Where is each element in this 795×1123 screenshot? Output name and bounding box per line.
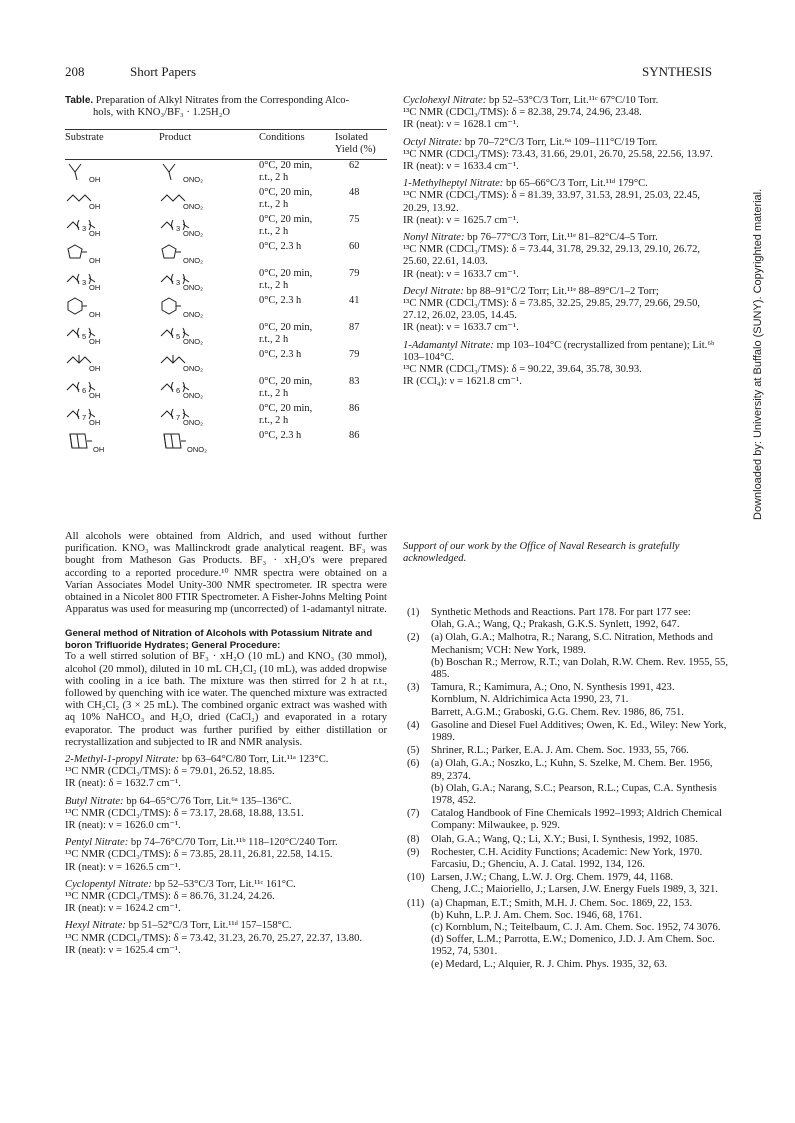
- compound-bp-text: bp 52–53°C/3 Torr, Lit.¹¹ᶜ 67°C/10 Torr.: [486, 95, 659, 106]
- table-row: [65, 322, 387, 349]
- product-cell: [159, 430, 259, 460]
- product-structure: [159, 214, 203, 239]
- compound-data: [65, 754, 387, 791]
- compound-bp: [65, 837, 387, 849]
- reference-text: Rochester, C.H. Acidity Functions; Academic: New York, 1970.: [431, 846, 703, 858]
- substrate-cell: [65, 187, 159, 214]
- para-procedure: To a well stirred solution of BF₃ · xH₂O (10 mL) and KNO₃ (30 mmol), alcohol (20 mmol), diluted in 10 mL CH₂Cl₂ (10 mL), was added dropwise with cooling in a ice bath. The mixture was then stirred for 2 h at r.t., followed by quenching with ice water. The quenched mixture was extracted with CH₂Cl₂ (3 × 25 mL). The combined organic extract was washed with aq 10% NaHCO₃ and H₂O, dried (CaCl₂) and evaporated in a rotary evaporator. The product was further purified by either distillation or recrystallization and subjected to IR and NMR analysis.: [65, 651, 387, 748]
- compound-data: [65, 879, 387, 916]
- compound-ir: IR (neat): ν = 1628.1 cm⁻¹.: [403, 119, 519, 131]
- yield-value: 83: [349, 376, 360, 388]
- product-structure: [159, 376, 203, 401]
- conditions-line1: 0°C, 2.3 h: [259, 430, 302, 442]
- compound-name: 1-Methylheptyl Nitrate:: [403, 178, 504, 190]
- reference-number: (9): [407, 846, 420, 858]
- reference-item: [403, 758, 728, 807]
- reference-number: (7): [407, 808, 420, 820]
- compound-name: Cyclohexyl Nitrate:: [403, 95, 487, 106]
- product-structure: [159, 268, 203, 293]
- chain-length: 7: [82, 413, 87, 423]
- compound-nmr: ¹³C NMR (CDCl₃/TMS): δ = 73.85, 32.25, 29.85, 29.77, 29.66, 29.50, 27.12, 26.02, 23.05, 14.45.: [403, 298, 701, 322]
- para-materials: All alcohols were obtained from Aldrich, and used without further purification. KNO₃ was Mallinckrodt grade analytical reagent. BF₃ was bought from Matheson Gas Products. BF₃ · xH₂O's were prepared according to a reported procedure.¹⁰ NMR spectra were obtained on a Varian Associates Model Unity-300 NMR spectrometer. IR spectra were obtained in a Nicolet 800 FTIR Spectrometer. A Fisher-Johns Melting Point Apparatus was used for measuring mp (uncorrected) of 1-adamantyl nitrate.: [65, 531, 387, 616]
- compound-bp: [65, 796, 387, 808]
- table-row: [65, 376, 387, 403]
- reference-item: [403, 834, 728, 846]
- conditions-cell: [259, 349, 335, 376]
- nitrate-group-label: ONO₂: [183, 364, 203, 374]
- table-row: [65, 268, 387, 295]
- substrate-cell: [65, 295, 159, 322]
- substrate-structure: [65, 160, 101, 185]
- yield-cell: [335, 322, 387, 349]
- materials-paragraph: [65, 531, 387, 957]
- yield-value: 41: [349, 295, 360, 307]
- product-structure: [159, 295, 203, 320]
- compound-name: 1-Adamantyl Nitrate:: [403, 339, 494, 351]
- table-caption-line1: Preparation of Alkyl Nitrates from the Corresponding Alco-: [93, 95, 350, 106]
- chain-length: 3: [176, 278, 181, 288]
- conditions-line1: 0°C, 20 min,: [259, 403, 313, 415]
- conditions-line1: 0°C, 20 min,: [259, 160, 313, 172]
- table-row: [65, 241, 387, 268]
- table-row: [65, 214, 387, 241]
- reference-text: (e) Medard, L.; Alquier, R. J. Chim. Phys. 1935, 32, 63.: [431, 958, 668, 970]
- reference-item: [403, 745, 728, 757]
- reference-number: (4): [407, 719, 420, 731]
- conditions-line1: 0°C, 20 min,: [259, 322, 313, 334]
- compound-nmr: ¹³C NMR (CDCl₃/TMS): δ = 73.17, 28.68, 18.88, 13.51.: [65, 807, 304, 819]
- compound-bp-text: bp 51–52°C/3 Torr, Lit.¹¹ᵈ 157–158°C.: [125, 920, 292, 932]
- compound-ir: IR (neat): ν = 1633.4 cm⁻¹.: [403, 161, 519, 173]
- reference-text: Catalog Handbook of Fine Chemicals 1992–1993; Aldrich Chemical Company: Milwaukee, p. 929.: [431, 808, 722, 832]
- reference-text: (d) Soffer, L.M.; Parrotta, E.W.; Domenico, J.D. J. Am Chem. Soc. 1952, 74, 5301.: [431, 934, 715, 958]
- chain-length: 5: [82, 332, 87, 342]
- substrate-cell: [65, 160, 159, 188]
- conditions-line2: r.t., 2 h: [259, 198, 289, 210]
- table-row: [65, 403, 387, 430]
- compound-data: [403, 178, 728, 227]
- reference-text: Cheng, J.C.; Maioriello, J.; Larsen, J.W. Energy Fuels 1989, 3, 321.: [431, 884, 718, 896]
- reference-text: Larsen, J.W.; Chang, L.W. J. Org. Chem. 1979, 44, 1168.: [431, 872, 673, 884]
- table-row: [65, 187, 387, 214]
- col-yield-1: Isolated: [335, 132, 368, 144]
- table-row: [65, 349, 387, 376]
- col-yield: [335, 130, 387, 160]
- reference-item: [403, 607, 728, 631]
- compound-name: 2-Methyl-1-propyl Nitrate:: [65, 754, 180, 766]
- conditions-cell: [259, 187, 335, 214]
- conditions-cell: [259, 295, 335, 322]
- reference-text: Barrett, A.G.M.; Graboski, G.G. Chem. Rev. 1986, 86, 751.: [431, 706, 684, 718]
- chain-length: 5: [176, 332, 181, 342]
- compound-bp: [403, 232, 728, 244]
- nitrate-group-label: ONO₂: [183, 283, 203, 293]
- yield-cell: [335, 268, 387, 295]
- compound-bp-text: bp 70–72°C/3 Torr, Lit.⁶ᵃ 109–111°C/19 Torr.: [462, 136, 658, 148]
- reference-text: Tamura, R.; Kamimura, A.; Ono, N. Synthesis 1991, 423.: [431, 682, 675, 694]
- nitrate-group-label: ONO₂: [183, 418, 203, 428]
- yield-value: 79: [349, 268, 360, 280]
- compound-ir: IR (neat): δ = 1632.7 cm⁻¹.: [65, 778, 181, 790]
- conditions-line2: r.t., 2 h: [259, 414, 289, 426]
- conditions-line1: 0°C, 20 min,: [259, 376, 313, 388]
- col-yield-2: Yield (%): [335, 144, 376, 156]
- compound-data: [403, 137, 728, 174]
- nitrate-group-label: ONO₂: [183, 229, 203, 239]
- compound-nmr: ¹³C NMR (CDCl₃/TMS): δ = 81.39, 33.97, 31.53, 28.91, 25.03, 22.45, 20.29, 13.92.: [403, 190, 701, 214]
- nitrate-group-label: ONO₂: [183, 337, 203, 347]
- product-structure: [159, 187, 203, 212]
- product-structure: [159, 403, 203, 428]
- reference-item: [403, 898, 728, 971]
- compound-name: Cyclopentyl Nitrate:: [65, 878, 152, 890]
- table-row: [65, 160, 387, 188]
- conditions-cell: [259, 268, 335, 295]
- substrate-cell: [65, 403, 159, 430]
- product-structure: [159, 430, 207, 455]
- reference-text: Olah, G.A.; Wang, Q.; Prakash, G.K.S. Synlett, 1992, 647.: [431, 619, 680, 631]
- compound-ir: IR (neat): ν = 1624.2 cm⁻¹.: [65, 903, 181, 915]
- product-cell: [159, 187, 259, 214]
- chain-length: 3: [82, 278, 87, 288]
- hydroxyl-label: OH: [93, 445, 105, 455]
- reference-number: (2): [407, 632, 420, 644]
- reference-text: (b) Olah, G.A.; Narang, S.C.; Pearson, R.L.; Cupas, C.A. Synthesis 1978, 452.: [431, 782, 717, 807]
- hydroxyl-label: OH: [89, 418, 101, 428]
- compound-data: [65, 796, 387, 833]
- substrate-structure: [65, 241, 101, 266]
- chain-length: 3: [176, 224, 181, 234]
- reference-text: Olah, G.A.; Wang, Q.; Li, X.Y.; Busi, I. Synthesis, 1992, 1085.: [431, 833, 698, 845]
- table-caption-label: Table.: [65, 95, 94, 106]
- product-cell: [159, 349, 259, 376]
- compound-name: Hexyl Nitrate:: [65, 920, 126, 932]
- table-caption-line2: hols, with KNO₃/BF₃ · 1.25H₂O: [93, 107, 231, 119]
- compound-nmr: ¹³C NMR (CDCl₃/TMS): δ = 86.76, 31.24, 24.26.: [65, 891, 275, 903]
- conditions-line1: 0°C, 2.3 h: [259, 349, 302, 361]
- substrate-cell: [65, 430, 159, 460]
- compound-ir: IR (CCl₄): ν = 1621.8 cm⁻¹.: [403, 376, 522, 388]
- reference-text: Gasoline and Diesel Fuel Additives; Owen, K. Ed., Wiley: New York, 1989.: [431, 719, 727, 744]
- compound-data: [403, 286, 728, 335]
- compound-nmr: ¹³C NMR (CDCl₃/TMS): δ = 82.38, 29.74, 24.96, 23.48.: [403, 107, 642, 119]
- product-cell: [159, 322, 259, 349]
- nitrate-group-label: ONO₂: [187, 445, 207, 455]
- col-product: Product: [159, 132, 192, 144]
- product-cell: [159, 376, 259, 403]
- reference-text: Kornblum, N. Aldrichimica Acta 1990, 23, 71.: [431, 694, 629, 706]
- substrate-structure: [65, 430, 105, 455]
- page-number: 208: [65, 64, 85, 79]
- compound-bp-text: bp 88–91°C/2 Torr; Lit.¹¹ᵉ 88–89°C/1–2 Torr;: [463, 285, 659, 297]
- compound-nmr: ¹³C NMR (CDCl₃/TMS): δ = 73.44, 31.78, 29.32, 29.13, 29.10, 26.72, 25.60, 22.61, 14.03.: [403, 244, 701, 268]
- nitrate-group-label: ONO₂: [183, 391, 203, 401]
- compound-ir: IR (neat): ν = 1626.5 cm⁻¹.: [65, 861, 181, 873]
- reference-item: [403, 632, 728, 681]
- compound-name: Pentyl Nitrate:: [65, 837, 129, 849]
- substrate-cell: [65, 322, 159, 349]
- hydroxyl-label: OH: [89, 229, 101, 239]
- nitrate-group-label: ONO₂: [183, 310, 203, 320]
- conditions-cell: [259, 403, 335, 430]
- hydroxyl-label: OH: [89, 175, 101, 185]
- substrate-structure: [65, 268, 101, 293]
- reference-item: [403, 682, 728, 719]
- compound-bp: [65, 879, 387, 891]
- table-row: [65, 430, 387, 460]
- conditions-line2: r.t., 2 h: [259, 387, 289, 399]
- table-caption: [65, 95, 387, 119]
- substrate-cell: [65, 349, 159, 376]
- yield-value: 48: [349, 187, 360, 199]
- reference-text: (a) Chapman, E.T.; Smith, M.H. J. Chem. Soc. 1869, 22, 153.: [431, 897, 693, 909]
- reference-number: (10): [407, 872, 425, 884]
- yield-cell: [335, 349, 387, 376]
- table-row: [65, 295, 387, 322]
- compound-ir: IR (neat): ν = 1633.7 cm⁻¹.: [403, 268, 519, 280]
- yield-value: 86: [349, 403, 360, 415]
- col-substrate: Substrate: [65, 132, 104, 144]
- chain-length: 3: [82, 224, 87, 234]
- product-structure: [159, 160, 203, 185]
- compound-name: Butyl Nitrate:: [65, 795, 124, 807]
- conditions-line2: r.t., 2 h: [259, 225, 289, 237]
- reference-number: (1): [407, 607, 420, 618]
- reference-number: (8): [407, 833, 420, 845]
- reference-text: Farcasiu, D.; Ghenciu, A. J. Catal. 1992, 134, 126.: [431, 859, 645, 871]
- compound-bp-text: bp 76–77°C/3 Torr, Lit.¹¹ᵉ 81–82°C/4–5 Torr.: [464, 232, 658, 244]
- compound-bp: [403, 137, 728, 149]
- compound-nmr: ¹³C NMR (CDCl₃/TMS): δ = 90.22, 39.64, 35.78, 30.93.: [403, 364, 642, 376]
- acknowledgement: Support of our work by the Office of Naval Research is gratefully acknowledged.: [403, 541, 680, 565]
- product-cell: [159, 241, 259, 268]
- yield-cell: [335, 403, 387, 430]
- reference-text: Synthetic Methods and Reactions. Part 178. For part 177 see:: [431, 607, 691, 618]
- compound-name: Octyl Nitrate:: [403, 136, 463, 148]
- yield-value: 62: [349, 160, 360, 172]
- substrate-structure: [65, 403, 101, 428]
- nitrate-group-label: ONO₂: [183, 256, 203, 266]
- conditions-line1: 0°C, 2.3 h: [259, 241, 302, 253]
- reference-number: (6): [407, 758, 420, 770]
- yield-cell: [335, 295, 387, 322]
- substrate-cell: [65, 376, 159, 403]
- journal-name: SYNTHESIS: [642, 64, 713, 79]
- substrate-cell: [65, 214, 159, 241]
- yield-cell: [335, 241, 387, 268]
- substrate-structure: [65, 295, 101, 320]
- product-cell: [159, 214, 259, 241]
- conditions-cell: [259, 241, 335, 268]
- conditions-line2: r.t., 2 h: [259, 279, 289, 291]
- compound-data: [403, 232, 728, 281]
- left-column: [65, 95, 387, 956]
- compound-bp-text: bp 74–76°C/70 Torr, Lit.¹¹ᵇ 118–120°C/240 Torr.: [128, 837, 338, 849]
- conditions-line1: 0°C, 2.3 h: [259, 295, 302, 307]
- conditions-line1: 0°C, 20 min,: [259, 214, 313, 226]
- reference-text: (b) Kuhn, L.P. J. Am. Chem. Soc. 1946, 68, 1761.: [431, 909, 642, 921]
- reference-item: [403, 872, 728, 896]
- compound-name: Decyl Nitrate:: [403, 285, 464, 297]
- compound-bp: [65, 920, 387, 932]
- reference-text: Shriner, R.L.; Parker, E.A. J. Am. Chem. Soc. 1933, 55, 766.: [431, 745, 689, 757]
- substrate-structure: [65, 349, 101, 374]
- compound-bp-text: bp 65–66°C/3 Torr, Lit.¹¹ᵈ 179°C.: [503, 178, 648, 190]
- hydroxyl-label: OH: [89, 256, 101, 266]
- compound-ir: IR (neat): ν = 1625.4 cm⁻¹.: [65, 944, 181, 956]
- conditions-cell: [259, 160, 335, 188]
- yield-cell: [335, 430, 387, 460]
- compound-name: Nonyl Nitrate:: [403, 232, 465, 244]
- substrate-structure: [65, 214, 101, 239]
- compound-ir: IR (neat): ν = 1626.0 cm⁻¹.: [65, 820, 181, 832]
- compound-nmr: ¹³C NMR (CDCl₃/TMS): δ = 73.85, 28.11, 26.81, 22.58, 14.15.: [65, 849, 333, 861]
- compound-nmr: ¹³C NMR (CDCl₃/TMS): δ = 73.42, 31.23, 26.70, 25.27, 22.37, 13.80.: [65, 932, 363, 944]
- substrate-structure: [65, 322, 101, 347]
- hydroxyl-label: OH: [89, 337, 101, 347]
- reference-number: (3): [407, 682, 420, 694]
- conditions-line1: 0°C, 20 min,: [259, 268, 313, 280]
- conditions-line1: 0°C, 20 min,: [259, 187, 313, 199]
- download-notice: Downloaded by: University at Buffalo (SUNY). Copyrighted material.: [752, 188, 764, 520]
- hydroxyl-label: OH: [89, 310, 101, 320]
- yield-value: 86: [349, 430, 360, 442]
- product-cell: [159, 160, 259, 188]
- product-cell: [159, 403, 259, 430]
- nitrate-group-label: ONO₂: [183, 175, 203, 185]
- compound-bp: [403, 95, 728, 107]
- hydroxyl-label: OH: [89, 391, 101, 401]
- product-structure: [159, 349, 203, 374]
- product-cell: [159, 295, 259, 322]
- conditions-cell: [259, 430, 335, 460]
- compound-bp-text: bp 52–53°C/3 Torr, Lit.¹¹ᶜ 161°C.: [151, 878, 296, 890]
- reference-number: (11): [407, 897, 425, 909]
- compound-nmr: ¹³C NMR (CDCl₃/TMS): 73.43, 31.66, 29.01, 26.70, 25.58, 22.56, 13.97.: [403, 148, 713, 160]
- substrate-cell: [65, 268, 159, 295]
- product-structure: [159, 241, 203, 266]
- substrate-structure: [65, 187, 101, 212]
- product-structure: [159, 322, 203, 347]
- hydroxyl-label: OH: [89, 202, 101, 212]
- compound-data: [65, 837, 387, 874]
- compound-data: [403, 95, 728, 132]
- compound-bp-text: mp 103–104°C (recrystallized from pentane); Lit.⁶ᵇ 103–104°C.: [403, 339, 715, 363]
- reference-text: (c) Kornblum, N.; Teitelbaum, C. J. Am. Chem. Soc. 1952, 74 3076.: [431, 922, 721, 934]
- reference-number: (5): [407, 745, 420, 757]
- references: [403, 607, 728, 972]
- yield-value: 75: [349, 214, 360, 226]
- conditions-line2: r.t., 2 h: [259, 333, 289, 345]
- yield-cell: [335, 160, 387, 188]
- conditions-line2: r.t., 2 h: [259, 171, 289, 183]
- compound-ir: IR (neat): ν = 1625.7 cm⁻¹.: [403, 214, 519, 226]
- compound-bp-text: bp 63–64°C/80 Torr, Lit.¹¹ᵃ 123°C.: [179, 754, 329, 766]
- reference-text: (a) Olah, G.A.; Malhotra, R.; Narang, S.C. Nitration, Methods and Mechanism; VCH: New York, 1989.: [431, 632, 713, 656]
- reference-item: [403, 808, 728, 832]
- yield-value: 87: [349, 322, 360, 334]
- compound-data: [403, 340, 728, 389]
- procedure-heading: General method of Nitration of Alcohols with Potassium Nitrate and boron Trifluoride Hydrates; General Procedure:: [65, 628, 373, 651]
- yield-value: 60: [349, 241, 360, 253]
- conditions-cell: [259, 214, 335, 241]
- conditions-cell: [259, 376, 335, 403]
- reference-text: (b) Boschan R.; Merrow, R.T.; van Dolah, R.W. Chem. Rev. 1955, 55, 485.: [431, 656, 728, 681]
- substrate-cell: [65, 241, 159, 268]
- reference-text: (a) Olah, G.A.; Noszko, L.; Kuhn, S. Szelke, M. Chem. Ber. 1956, 89, 2374.: [431, 758, 713, 782]
- substrate-structure: [65, 376, 101, 401]
- compound-bp: [403, 286, 728, 298]
- reference-item: [403, 720, 728, 744]
- compound-data: [65, 920, 387, 957]
- chain-length: 6: [176, 386, 181, 396]
- conditions-cell: [259, 322, 335, 349]
- product-cell: [159, 268, 259, 295]
- yield-value: 79: [349, 349, 360, 361]
- compound-bp: [403, 340, 728, 364]
- results-table: [65, 129, 387, 460]
- chain-length: 7: [176, 413, 181, 423]
- compound-bp: [403, 178, 728, 190]
- right-column: [403, 95, 728, 970]
- compound-bp-text: bp 64–65°C/76 Torr, Lit.⁶ᵃ 135–136°C.: [123, 795, 292, 807]
- yield-cell: [335, 376, 387, 403]
- yield-cell: [335, 187, 387, 214]
- compound-ir: IR (neat): ν = 1633.7 cm⁻¹.: [403, 322, 519, 334]
- yield-cell: [335, 214, 387, 241]
- hydroxyl-label: OH: [89, 364, 101, 374]
- compound-nmr: ¹³C NMR (CDCl₃/TMS): δ = 79.01, 26.52, 18.85.: [65, 766, 275, 778]
- chain-length: 6: [82, 386, 87, 396]
- section-title: Short Papers: [130, 64, 197, 79]
- nitrate-group-label: ONO₂: [183, 202, 203, 212]
- hydroxyl-label: OH: [89, 283, 101, 293]
- col-conditions: Conditions: [259, 132, 305, 144]
- compound-bp: [65, 754, 387, 766]
- reference-item: [403, 847, 728, 871]
